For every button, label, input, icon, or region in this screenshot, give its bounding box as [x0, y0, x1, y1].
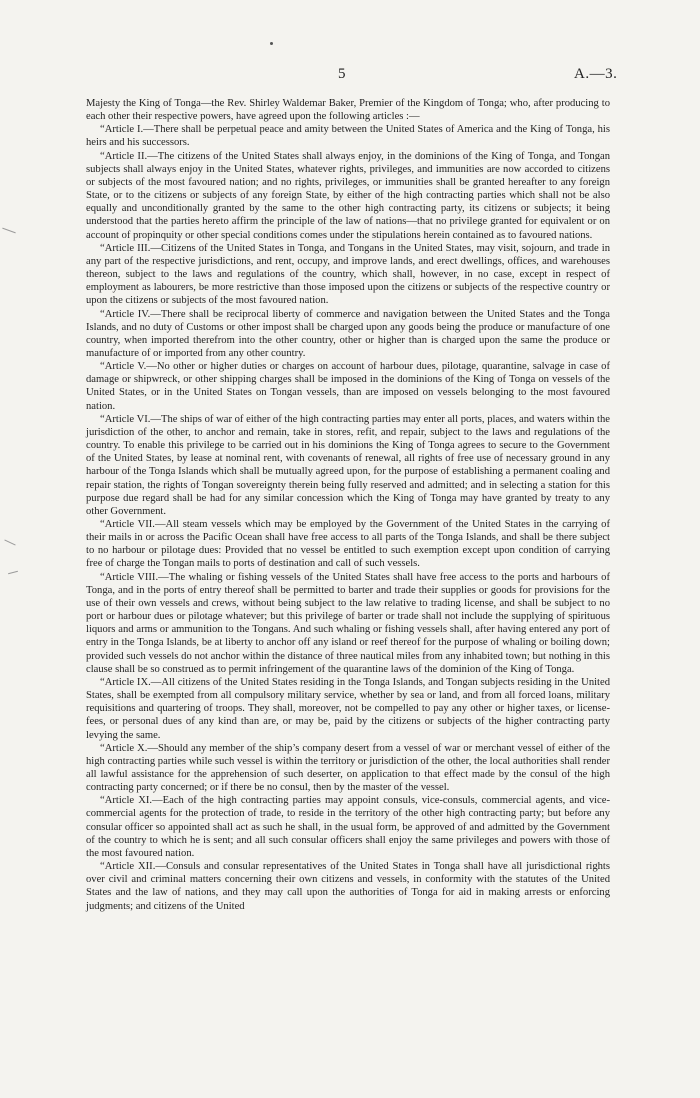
page-number: 5 [338, 66, 346, 82]
paragraph-article-7: “Article VII.—All steam vessels which may be employed by the Government of the United States in the carrying of their mails in or across the Pacific Ocean shall have free access to all parts of the Tonga Islands, and shall be there subject to no harbour or pilotage dues: Provided that no vessel be entitled to such exemption except upon condition of carrying free of charge the Tongan mails to ports of destination and call of such vessels. [86, 519, 610, 570]
margin-mark [2, 228, 15, 234]
paragraph-article-6: “Article VI.—The ships of war of either of the high contracting parties may enter all ports, places, and waters within the jurisdiction of the other, to anchor and remain, take in stores, refit, and repair, subject to the laws and regulations of the country. To enable this privilege to be carried out in his dominions the King of Tonga agrees to secure to the Government of the United States, by lease at nominal rent, with covenants of renewal, all rights of free use of necessary ground in any harbour of the Tonga Islands which shall be mutually agreed upon, for the purpose of establishing a permanent coaling and repair station, the rights of Tongan sovereignty therein being fully reserved and admitted; and in selecting a station for this purpose due regard shall be had for any similar concession which the King of Tonga may have granted by treaty to any other Government. [86, 413, 610, 517]
page-speck [270, 42, 273, 45]
paragraph-article-9: “Article IX.—All citizens of the United States residing in the Tonga Islands, and Tongan subjects residing in the United States, shall be exempted from all compulsory military service, whether by sea or land, and from all forced loans, military requisitions and quartering of troops. They shall, moreover, not be compelled to pay any other or higher taxes, or license-fees, or personal dues of any kind than are, or may be, paid by the citizens or subjects of the higher contracting party levying the same. [86, 676, 610, 741]
document-reference: A.—3. [574, 66, 618, 82]
treaty-text [86, 97, 610, 913]
paragraph-article-4: “Article IV.—There shall be reciprocal liberty of commerce and navigation between the United States and the Tonga Islands, and no duty of Customs or other impost shall be charged upon any goods being the produce or manufacture of one country, when imported therefrom into the other country, other or higher than is charged upon the same the produce or manufacture of or imported from any other country. [86, 308, 610, 359]
paragraph-article-12: “Article XII.—Consuls and consular representatives of the United States in Tonga shall have all jurisdictional rights over civil and criminal matters concerning their own citizens and vessels, in conformity with the statutes of the United States and the law of nations, and they may call upon the authorities of Tonga for aid in making arrests or enforcing judgments; and citizens of the United [86, 861, 610, 912]
paragraph-article-10: “Article X.—Should any member of the ship’s company desert from a vessel of war or merchant vessel of either of the high contracting parties while such vessel is within the territory or jurisdiction of the other, the local authorities shall render all lawful assistance for the apprehension of such deserter, on application to that effect made by the consul of the high contracting party concerned; or if there be no consul, then by the master of the vessel. [86, 742, 610, 794]
paragraph-preamble: Majesty the King of Tonga—the Rev. Shirley Waldemar Baker, Premier of the Kingdom of Tonga; who, after producing to each other their respective powers, have agreed upon the following articles :— [86, 98, 610, 123]
paragraph-article-3: “Article III.—Citizens of the United States in Tonga, and Tongans in the United States, may visit, sojourn, and trade in any part of the respective jurisdictions, and rent, occupy, and improve lands, and erect dwellings, offices, and warehouses thereon, subject to the laws and regulations of the country, which shall, however, in no case, except in respect of employment as labourers, be more restrictive than those imposed upon the citizens or subjects of the respective country or upon the citizens or subjects of the most favoured nation. [86, 242, 610, 307]
paragraph-article-1: “Article I.—There shall be perpetual peace and amity between the United States of America and the King of Tonga, his heirs and his successors. [86, 124, 610, 149]
paragraph-article-5: “Article V.—No other or higher duties or charges on account of harbour dues, pilotage, quarantine, salvage in case of damage or shipwreck, or other shipping charges shall be imposed in the dominions of the King of Tonga on vessels of the United States, or in the United States on Tongan vessels, than are imposed on vessels belonging to the most favoured nation. [86, 361, 610, 412]
paragraph-article-11: “Article XI.—Each of the high contracting parties may appoint consuls, vice-consuls, commercial agents, and vice-commercial agents for the protection of trade, to reside in the territory of the other high contracting party; but before any consular officer so appointed shall act as such he shall, in the usual form, be approved of and admitted by the Government of the country to which he is sent; and all such consular officers shall enjoy the same privileges and powers with those of the most favoured nation. [86, 795, 610, 859]
margin-mark [8, 571, 18, 575]
margin-mark [4, 540, 15, 546]
page-header [0, 66, 700, 86]
paragraph-article-2: “Article II.—The citizens of the United States shall always enjoy, in the dominions of the King of Tonga, and Tongan subjects shall always enjoy in the United States, whatever rights, privileges, and immunities are now accorded to citizens or subjects of the most favoured nation; and no rights, privileges, or immunities shall be granted hereafter to any foreign State, or to the citizens or subjects of any foreign State, by either of the high contracting parties which shall not be also equally and unconditionally granted by the same to the other high contracting party, its citizens or subjects; it being understood that the parties hereto affirm the principle of the law of nations—that no privilege granted for equivalent or on account of propinquity or other special conditions comes under the stipulations herein contained as to favoured nations. [86, 150, 610, 241]
paragraph-article-8: “Article VIII.—The whaling or fishing vessels of the United States shall have free access to the ports and harbours of Tonga, and in the ports of entry thereof shall be permitted to barter and trade their supplies or goods for provisions for the use of their own vessels and crews, without being subject to the law relative to trading license, and shall be subject to no port or harbour dues or pilotage whatever; but this privilege of barter or trade shall not include the supplying of spirituous liquors and arms or ammunition to the Tongans. And such whaling or fishing vessels shall, after having entered any port of entry in the Tonga Islands, be at liberty to anchor off any island or reef thereof for the purpose of whaling or boiling down; provided such vessels do not anchor within the distance of three nautical miles from any inhabited town; but nothing in this clause shall be so construed as to permit infringement of the quarantine laws of the dominion of the King of Tonga. [86, 571, 610, 675]
